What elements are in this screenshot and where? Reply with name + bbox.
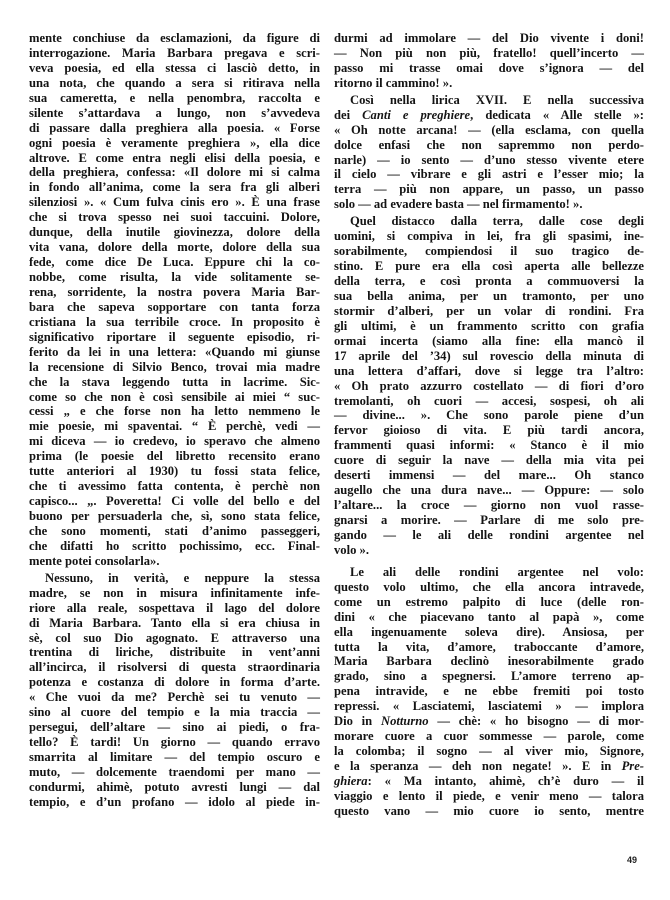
line-text: questo vano — mio cuore io sento, mentre [334,803,644,818]
line-text: , dedicata « Alle stelle »: [470,107,644,122]
text-line [29,795,320,810]
line-text: Dio in [334,714,381,729]
text-line [334,289,644,304]
line-text: nobbe, come risulta, la vide solitamente se- [29,270,320,284]
text-line [334,625,644,640]
line-text: sè, col suo Dio agognato. E attraverso una [29,630,320,645]
text-line [334,610,644,625]
text-line [29,300,320,315]
line-text: condurmi, ahimè, potuto avresti lungi — dal [29,779,320,794]
text-line [334,31,644,46]
text-line [334,61,644,76]
line-text: vita vana, dolore della morte, dolore della sua [29,240,320,255]
line-text: silente s’attardava a lungo, non s’avvedeva [29,105,320,120]
line-text: Così nella lirica XVII. E nella successiva [350,92,644,107]
line-text: pena intravide, e ne ebbe fremiti poi tosto [334,684,644,699]
text-line [334,214,644,229]
italic-title-text: Pre- [621,759,644,773]
text-line [334,789,644,804]
text-line [334,640,644,655]
text-line [29,285,320,300]
paragraph [334,31,644,91]
line-text: all’incirca, il risolversi di questa straordinaria [29,660,320,675]
text-line [29,390,320,405]
line-text: Le ali delle rondini argentee nel volo: [350,564,644,579]
text-line [29,210,320,225]
paragraph [29,571,320,810]
text-line [29,255,320,270]
text-line [29,419,320,434]
right-text-column [334,31,644,819]
line-text: muto, — dolcemente traendomi per mano — [29,764,320,779]
text-line [334,319,644,334]
line-text: stino. E pure era ella così aperta alle bellezze [334,259,644,274]
text-line [334,774,644,789]
text-line [334,197,644,212]
text-line [334,580,644,595]
text-line [29,449,320,464]
text-line [29,106,320,121]
line-text: dolce enfasi che non sapremmo non perdo- [334,137,644,152]
text-line [29,601,320,616]
text-line [29,345,320,360]
paragraph [334,214,644,558]
line-text: 17 aprile del ’34) sul rovescio della minuta di [334,348,644,363]
line-text: altrove. E come entra negli elisi della poesia, e [29,150,320,165]
line-text: gli ultimi, è un frammento scritto con grafia [334,318,644,333]
text-line [334,423,644,438]
text-line [29,720,320,735]
text-line [29,690,320,705]
line-text: potenza e costanza di dolore in forma d’arte. [29,675,320,690]
line-text: e la speranza — deh non negate! ». E in [334,759,622,773]
line-text: gnarsi a morire. — Parlare di me solo pre- [334,513,644,527]
text-line [334,182,644,197]
text-line [29,509,320,524]
line-text: mente conchiuse da esclamazioni, da figure di [29,31,320,45]
line-text: — Non più non più, fratello! quell’incerto — [334,45,644,60]
paragraph [29,31,320,569]
text-line [29,494,320,509]
text-line [334,729,644,744]
line-text: mente potei consolarla». [29,553,160,568]
text-line [334,804,644,819]
line-text: l’altare... la croce — giorno non vuol rasse- [334,498,644,513]
text-line [29,151,320,166]
line-text: durmi ad immolare — del Dio vivente i doni! [334,31,644,45]
line-text: « Oh notte arcana! — (ella esclama, con quella [334,122,644,137]
text-line [334,654,644,669]
line-text: bara che sapeva sopportare con tanta forza [29,299,320,314]
line-text: tremolanti, oh cuori — accesi, sospesi, oh ali [334,393,644,408]
line-text: sino al cuore del tempio e la mia traccia — [29,705,320,720]
line-text: viaggio e lento il piede, e venir meno — talora [334,788,644,803]
text-line [334,684,644,699]
text-line [334,438,644,453]
text-line [334,669,644,684]
line-text: frammenti quasi informi: « Stanco è il mio [334,438,644,453]
line-text: solo — ad evadere basta — nel firmamento! ». [334,197,583,212]
text-line [334,244,644,259]
text-line [29,780,320,795]
line-text: — chè: « ho bisogno — di mor- [428,714,644,729]
line-text: mie poesie, mi spaventai. “ È perchè, vedi — [29,419,320,434]
text-line [29,539,320,554]
text-line [29,136,320,151]
line-text: che ti avessimo fatta contenta, è perchè non [29,479,320,494]
text-line [334,699,644,714]
text-line [29,631,320,646]
text-line [334,259,644,274]
text-line [29,315,320,330]
text-line [29,121,320,136]
line-text: la recensione di Silvio Benco, trovai mia madre [29,359,320,374]
line-text: tempio, e d’un profano — idolo al piede in- [29,794,320,809]
text-line [29,375,320,390]
text-line [334,394,644,409]
line-text: persegui, dell’altare — sino ai piedi, o fra- [29,720,320,735]
line-text: dini « che piacevano tanto al papà », come [334,609,644,624]
line-text: — divine... ». Che sono parole piene d’un [334,408,644,423]
line-text: dunque, della inutile giovinezza, dolore della [29,225,320,240]
text-line [29,360,320,375]
paragraph [334,565,644,819]
line-text: di passare dalla preghiera alla poesia. « Forse [29,120,320,135]
line-text: fede, come dice De Luca. Eppure chi la co- [29,255,320,270]
text-line [29,464,320,479]
text-line [334,565,644,580]
page-number: 49 [627,855,638,865]
line-text: buono per persuaderla che, sì, sono stata felice, [29,509,320,523]
text-line [334,364,644,379]
text-line [334,167,644,182]
line-text: questo volo ultimo, che ella ancora intravede, [334,579,644,594]
line-text: che la stava leggendo tutta in lacrime. Sic- [29,374,320,389]
line-text: come so che non è così sensibile ai miei “ suc- [29,389,320,404]
line-text: tutte anteriori al 1930) tu fossi stata felice, [29,464,320,479]
line-text: « Che vuoi da me? Perchè sei tu venuto — [29,690,320,705]
line-text: in fondo all’anima, come la sera fra gli alberi [29,180,320,195]
left-text-column [29,31,320,810]
line-text: ogni poesia è veramente preghiera », ella dice [29,135,320,150]
text-line [334,528,644,543]
line-text: veva poesia, ed ella stessa ci lasciò detto, in [29,60,320,75]
text-line [334,408,644,423]
line-text: di Maria Barbara. Tanto ella si era chiusa in [29,615,320,630]
line-text: una nota, che quando a sera si ritirava nella [29,75,320,90]
text-line [29,705,320,720]
text-line [29,479,320,494]
line-text: ritorno il cammino! ». [334,75,453,90]
text-line [334,595,644,610]
text-line [29,616,320,631]
italic-title-text: ghiera [334,773,368,788]
line-text: gando — le ali delle rondini argentee nel [334,527,644,542]
line-text: ella ingenuamente soleva dire). Ansiosa, per [334,624,644,639]
line-text: Quel distacco dalla terra, dalle cose degli [350,214,644,229]
line-text: uomini, si compiva in lei, fra gli spasimi, ine- [334,229,644,244]
line-text: della preghiera, confessa: «Il dolore mi si calma [29,165,320,180]
line-text: repressi. « Lasciatemi, lasciatemi » — implora [334,699,644,714]
text-line [29,750,320,765]
text-line [29,180,320,195]
line-text: mi diceva — io credevo, io speravo che almeno [29,434,320,449]
text-line [334,744,644,759]
text-line [29,571,320,586]
text-line [334,483,644,498]
text-line [29,61,320,76]
text-line [334,349,644,364]
line-text: smarrita al limitare — del tempio oscuro e [29,750,320,764]
line-text: sua bella anima, per un tramonto, per uno [334,288,644,303]
line-text: : « Ma intanto, ahimè, ch’è duro — il [367,773,644,788]
text-line [334,274,644,289]
line-text: silenziosi ». « Cum fulva cinis ero ». È una frase [29,195,320,210]
line-text: grado, sino a spegnersi. L’amore terreno ap- [334,669,644,684]
line-text: volo ». [334,542,369,557]
text-line [29,735,320,750]
text-line [334,379,644,394]
text-line [29,91,320,106]
line-text: interrogazione. Maria Barbara pregava e scri- [29,45,320,60]
line-text: della terra, e così pronta a commuoversi la [334,274,644,288]
text-line [334,513,644,528]
line-text: trentina di liriche, distribuite in vent’anni [29,645,320,660]
text-line [29,404,320,419]
text-line [29,660,320,675]
text-line [334,138,644,153]
line-text: tutta la vita, d’amore, traboccante d’amore, [334,639,644,654]
text-line [29,76,320,91]
text-line [29,225,320,240]
text-line [29,645,320,660]
text-line [334,46,644,61]
line-text: stormir d’alberi, per un volar di rondini. Fra [334,303,644,318]
text-line [29,31,320,46]
line-text: capisco... „. Poveretta! Ci volle del bello e del [29,494,320,509]
paragraph [334,93,644,213]
line-text: una lettera d’affari, dove si legge tra l’altro: [334,363,644,378]
text-line [334,153,644,168]
line-text: rena, sorridente, la nostra povera Maria Bar- [29,284,320,299]
text-line [29,195,320,210]
line-text: che difatti ho scritto pochissimo, ecc. Final- [29,538,320,553]
line-text: narle) — io sento — d’uno stesso vivente etere [334,152,644,167]
line-text: significativo riportare il seguente episodio, ri- [29,329,320,344]
line-text: cristiana la sua terribile croce. In proposito è [29,314,320,329]
text-line [29,434,320,449]
text-line [334,76,644,91]
text-line [334,453,644,468]
line-text: terra — più non appare, un passo, un passo [334,182,644,197]
text-line [334,123,644,138]
line-text: sua cameretta, e nella penombra, raccolta e [29,90,320,105]
text-line [29,240,320,255]
text-line [334,498,644,513]
text-line [334,229,644,244]
line-text: Nessuno, in verità, e neppure la stessa [45,570,320,585]
text-line [334,468,644,483]
text-line [29,330,320,345]
line-text: passo mi trasse omai dove s’ignora — del [334,60,644,75]
line-text: Maria Barbara declinò inesorabilmente grado [334,654,644,669]
text-line [29,270,320,285]
line-text: il cielo — vibrare e gli astri e l’esser mio; la [334,167,644,182]
text-line [29,586,320,601]
line-text: ferito da lei in una lettera: «Quando mi giunse [29,344,320,359]
text-line [29,675,320,690]
text-line [334,759,644,774]
line-text: fervor gioioso di vita. E più tardi ancora, [334,423,644,438]
text-line [29,46,320,61]
line-text: prima (le poesie del libretto recensito erano [29,449,320,464]
italic-title-text: Notturno [380,714,429,729]
line-text: morare cuore a cuor sommesse — parole, come [334,729,644,744]
line-text: che si trova spesso nei suoi taccuini. Dolore, [29,210,320,225]
text-line [334,543,644,558]
text-line [29,554,320,569]
italic-title-text: Canti e preghiere [362,107,471,122]
line-text: deserti immensi — del mare... Oh stanco [334,468,644,483]
line-text: madre, se non in misura infinitamente infe- [29,585,320,600]
text-line [334,334,644,349]
line-text: cessi „ e che forse non ha letto nemmeno le [29,404,320,419]
line-text: riore alla reale, sospettava il lago del dolore [29,600,320,615]
line-text: ormai incerta (siamo alla fine: ella mancò il [334,333,644,348]
text-line [29,524,320,539]
line-text: che sono momenti, stati d’animo passeggeri, [29,523,320,538]
text-line [334,714,644,729]
line-text: sorabilmente, compiendosi il suo tragico de- [334,244,644,259]
line-text: la colomba; il sogno — al viver mio, Signore, [334,744,644,759]
text-line [29,765,320,780]
line-text: come un estremo palpito di luce (delle ron- [334,594,644,609]
text-line [334,304,644,319]
text-line [334,93,644,108]
line-text: cuore di seguir la nave — della mia vita pei [334,453,644,468]
line-text: tello? È tardi! Un giorno — quando erravo [29,735,320,750]
line-text: « Oh prato azzurro costellato — di fiori d’oro [334,378,644,393]
text-line [29,165,320,180]
line-text: augello che una dura nave... — Oppure: — solo [334,483,644,498]
line-text: dei [334,107,363,122]
text-line [334,108,644,123]
